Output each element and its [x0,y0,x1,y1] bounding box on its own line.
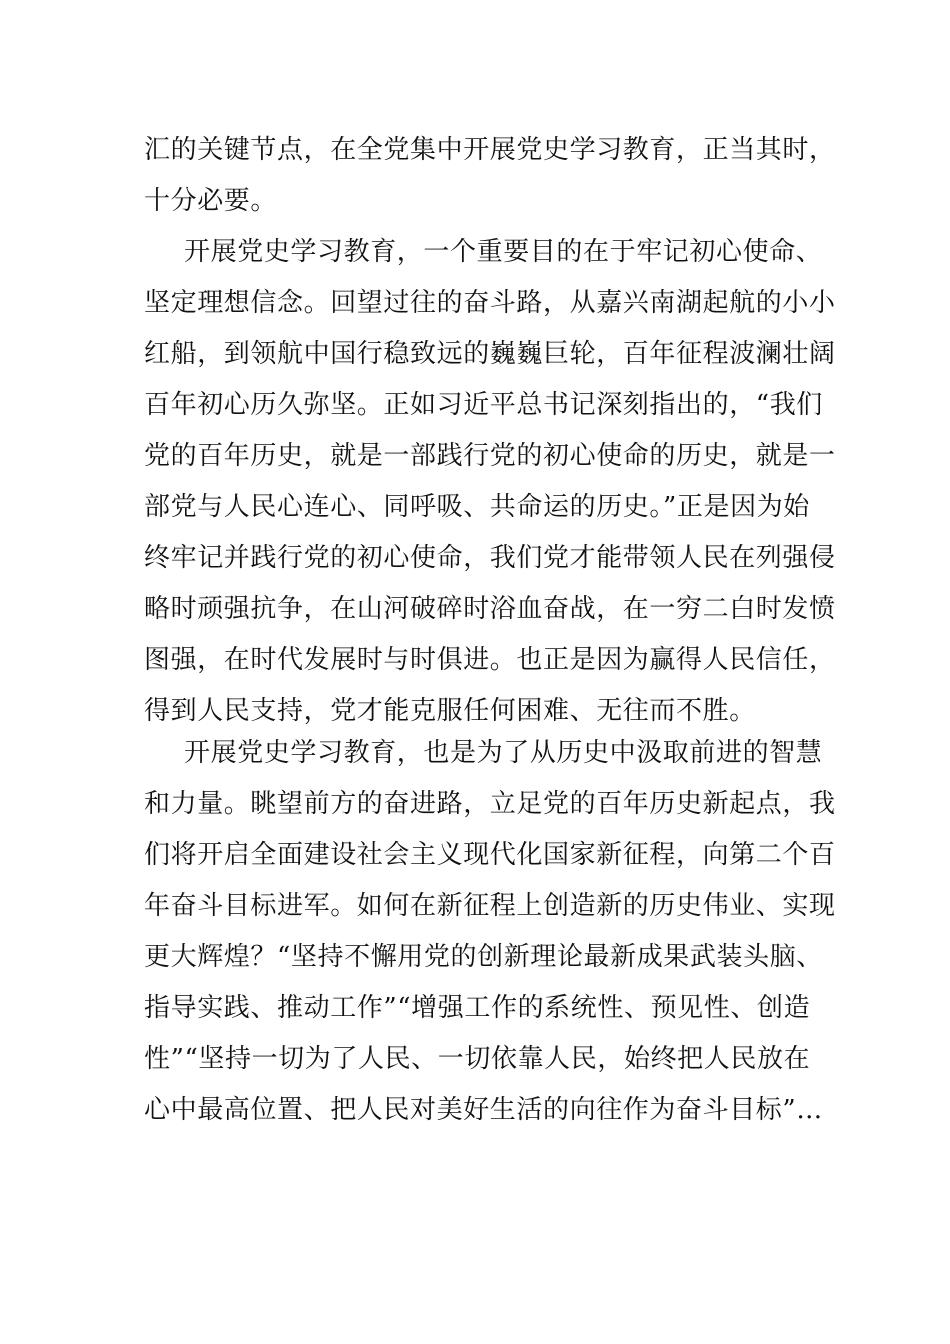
paragraph-2 [144,227,836,737]
paragraph-line: 年奋斗目标进军。如何在新征程上创造新的历史伟业、实现 [144,891,836,921]
paragraph-line: 得到人民支持，党才能克服任何困难、无往而不胜。 [144,696,756,726]
paragraph-line: 汇的关键节点，在全党集中开展党史学习教育，正当其时， [144,135,836,165]
paragraph-line: 和力量。眺望前方的奋进路，立足党的百年历史新起点，我 [144,789,836,819]
paragraph-line: 指导实践、推动工作”“增强工作的系统性、预见性、创造 [144,993,811,1023]
paragraph-line: 党的百年历史，就是一部践行党的初心使命的历史，就是一 [144,441,836,471]
paragraph-3 [144,728,836,1136]
paragraph-line: 心中最高位置、把人民对美好生活的向往作为奋斗目标”… [144,1095,823,1125]
paragraph-line: 开展党史学习教育，也是为了从历史中汲取前进的智慧 [184,738,823,768]
paragraph-line: 略时顽强抗争，在山河破碎时浴血奋战，在一穷二白时发愤 [144,594,836,624]
paragraph-line: 坚定理想信念。回望过往的奋斗路，从嘉兴南湖起航的小小 [144,288,836,318]
paragraph-line: 终牢记并践行党的初心使命，我们党才能带领人民在列强侵 [144,543,836,573]
paragraph-1 [144,125,836,227]
paragraph-line: 部党与人民心连心、同呼吸、共命运的历史。”正是因为始 [144,492,810,522]
paragraph-line: 更大辉煌？“坚持不懈用党的创新理论最新成果武装头脑、 [144,942,823,972]
paragraph-line: 百年初心历久弥坚。正如习近平总书记深刻指出的，“我们 [144,390,823,420]
paragraph-line: 性”“坚持一切为了人民、一切依靠人民，始终把人民放在 [144,1044,811,1074]
paragraph-line: 开展党史学习教育，一个重要目的在于牢记初心使命、 [184,237,823,267]
paragraph-line: 红船，到领航中国行稳致远的巍巍巨轮，百年征程波澜壮阔 [144,339,836,369]
paragraph-line: 们将开启全面建设社会主义现代化国家新征程，向第二个百 [144,840,836,870]
paragraph-line: 图强，在时代发展时与时俱进。也正是因为赢得人民信任， [144,645,836,675]
paragraph-line: 十分必要。 [144,186,278,216]
